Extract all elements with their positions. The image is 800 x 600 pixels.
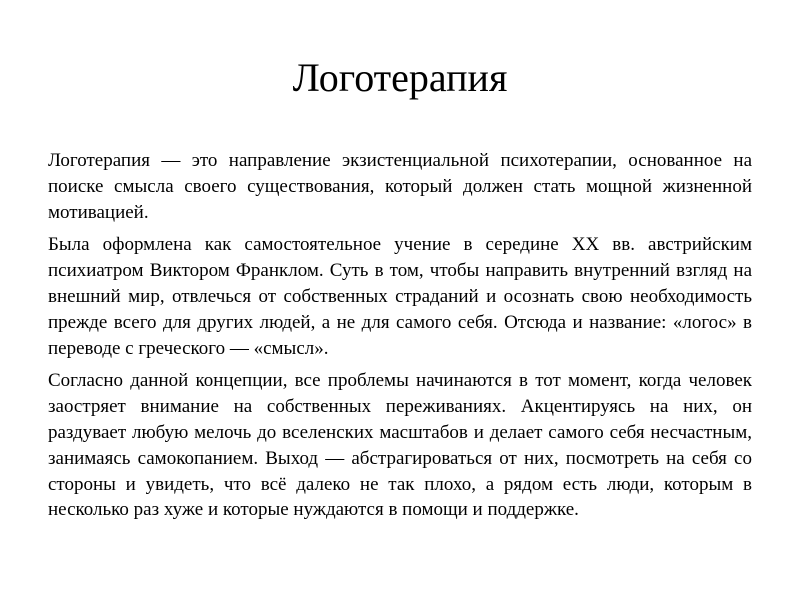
paragraph-definition: Логотерапия — это направление экзистенциальной психотерапии, основанное на поиске смысла своего существования, который должен стать мощной жизненной мотивацией. (48, 150, 752, 223)
slide-title: Логотерапия (292, 55, 508, 100)
paragraph-history: Была оформлена как самостоятельное учение в середине XX вв. австрийским психиатром Виктором Франклом. Суть в том, чтобы направить внутренний взгляд на внешний мир, отвлечься от собственных страданий и осознать свою необходимость прежде всего для других людей, а не для самого себя. Отсюда и название: «логос» в переводе с греческого — «смысл». (48, 234, 752, 359)
paragraph-concept: Согласно данной концепции, все проблемы начинаются в тот момент, когда человек заостряет внимание на собственных переживаниях. Акцентируясь на них, он раздувает любую мелочь до вселенских масштабов и делает самого себя несчастным, занимаясь самокопанием. Выход — абстрагироваться от них, посмотреть на себя со стороны и увидеть, что всё далеко не так плохо, а рядом есть люди, которым в несколько раз хуже и которые нуждаются в помощи и поддержке. (48, 370, 752, 521)
slide-body (48, 148, 752, 530)
